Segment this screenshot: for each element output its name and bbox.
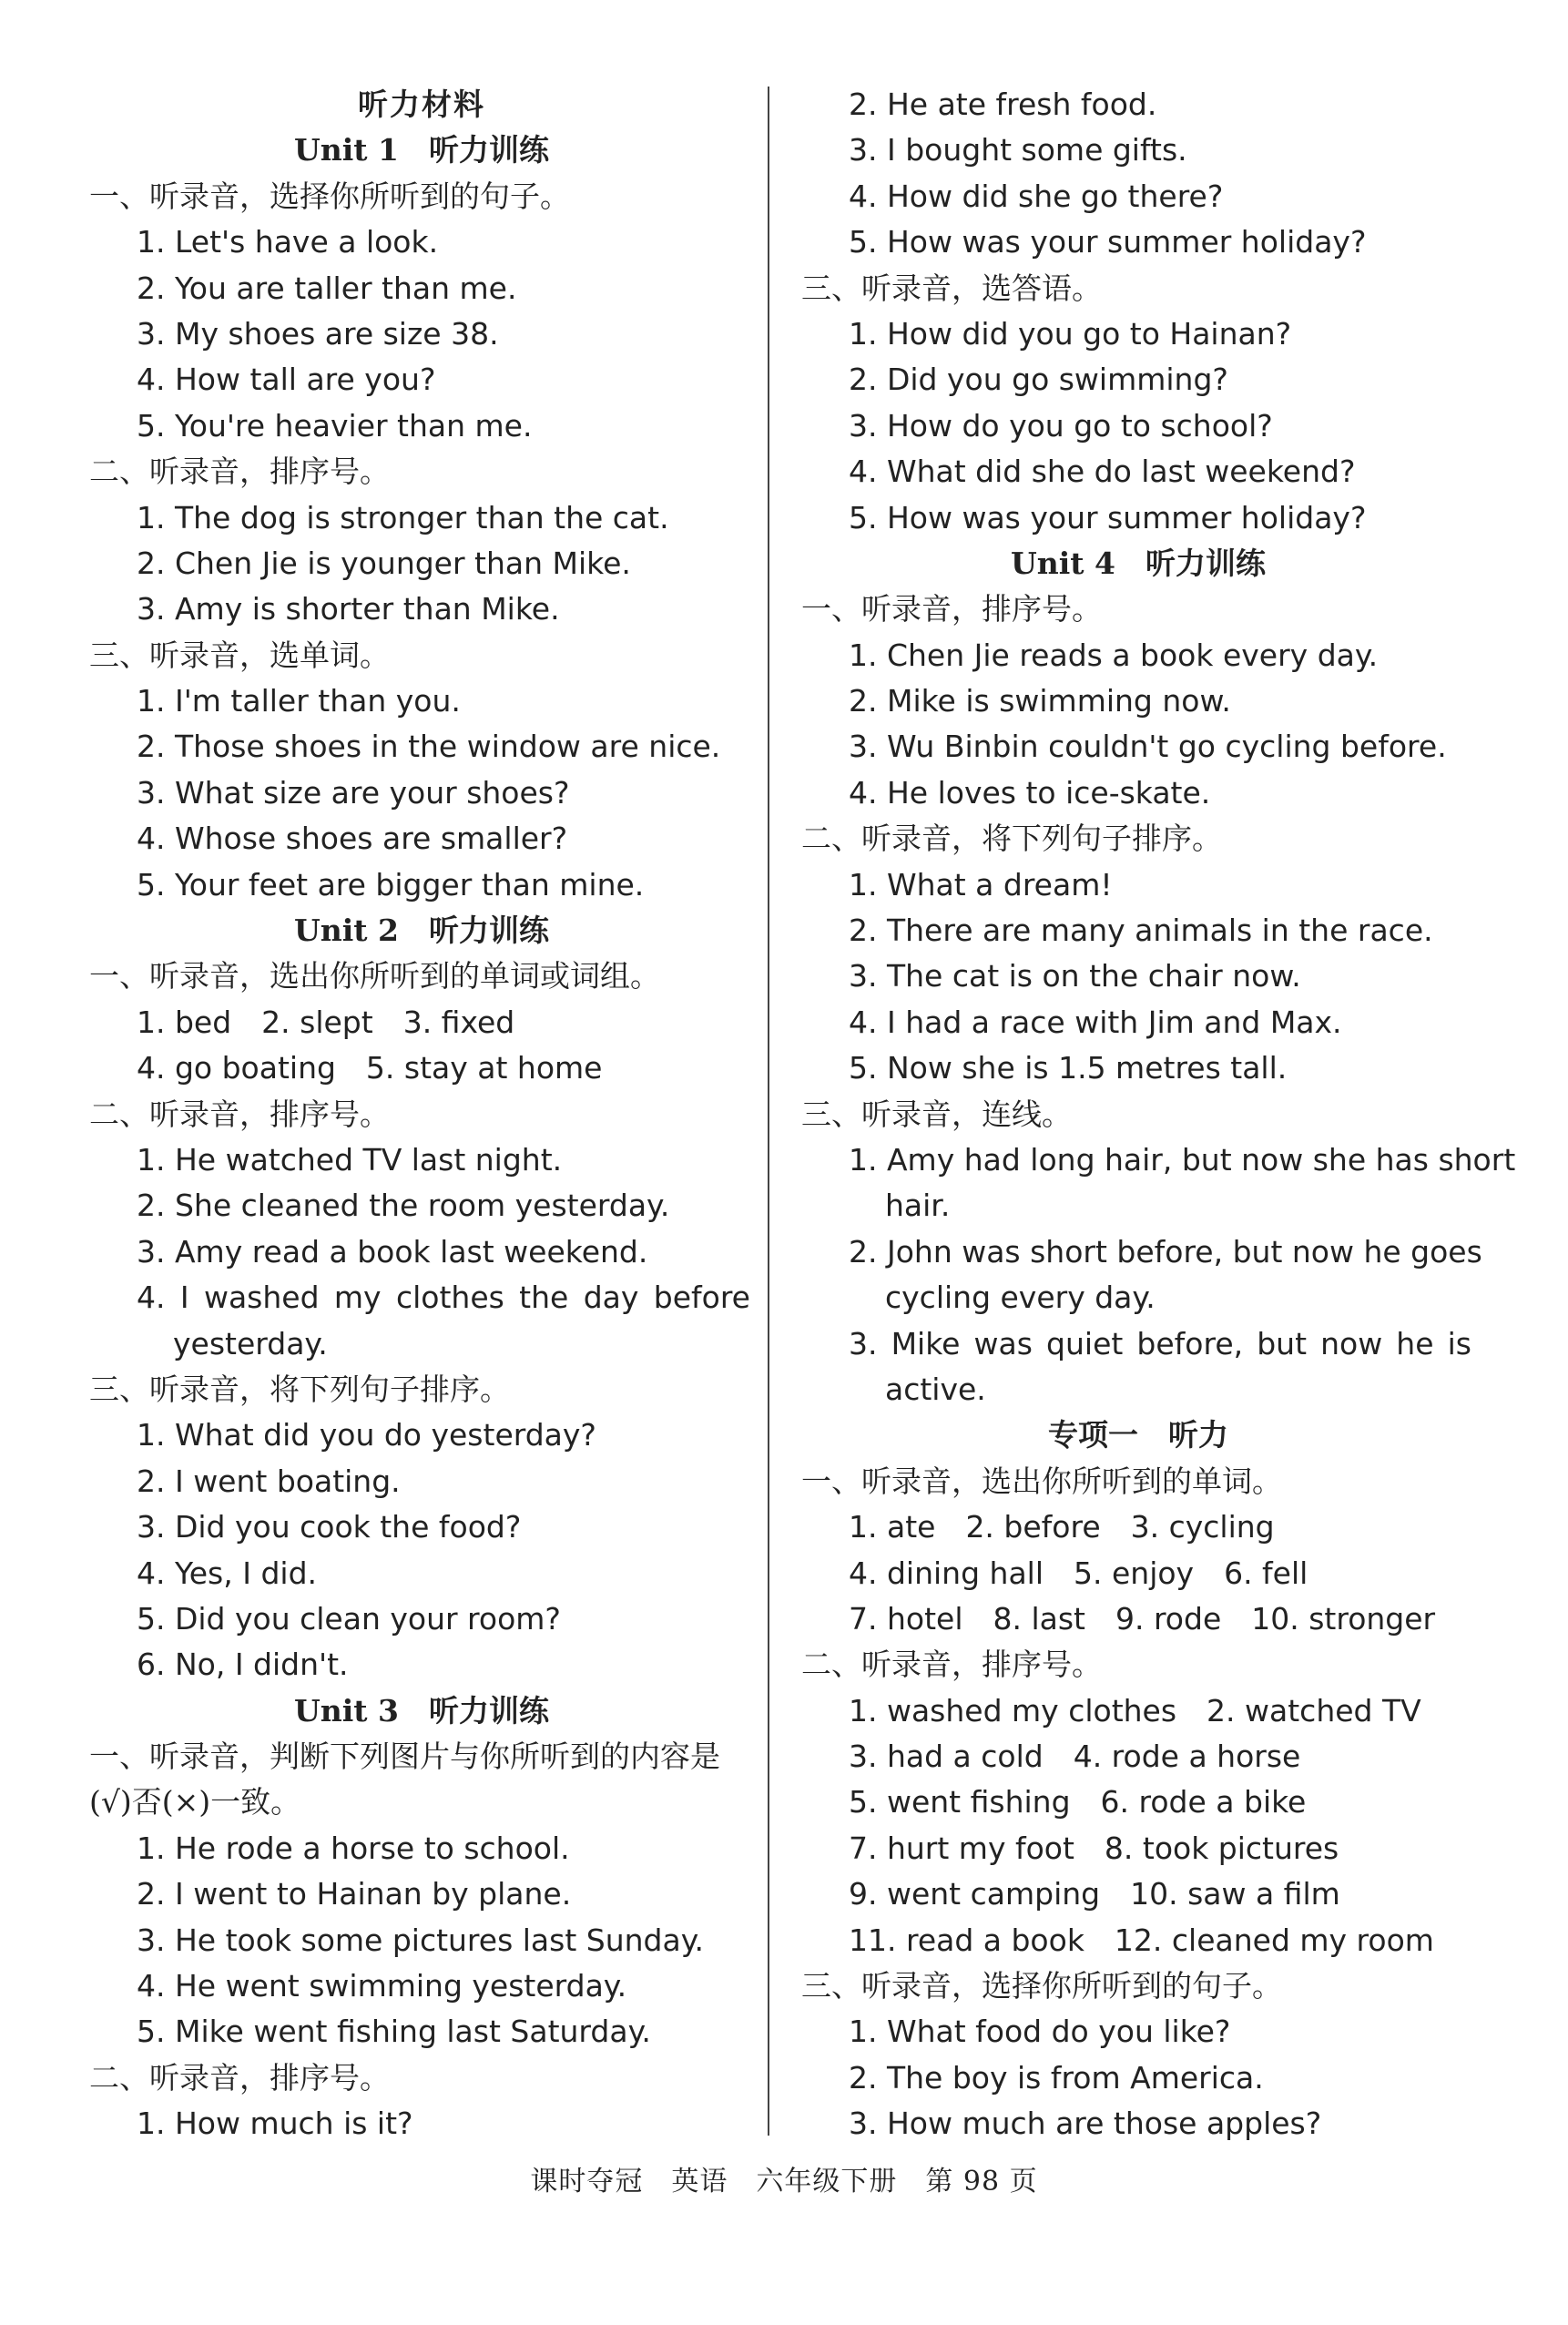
section-instruction: 一、听录音，选出你所听到的单词或词组。: [89, 958, 660, 994]
list-item: 4. I had a race with Jim and Max.: [849, 1004, 1342, 1040]
list-item-continuation: hair.: [885, 1188, 951, 1224]
list-item: 1. How did you go to Hainan?: [849, 315, 1292, 352]
list-item: 4. go boating 5. stay at home: [137, 1050, 603, 1086]
list-item: 7. hurt my foot 8. took pictures: [849, 1830, 1339, 1866]
section-instruction: 三、听录音，将下列句子排序。: [89, 1371, 510, 1407]
section-instruction: 二、听录音，排序号。: [801, 1647, 1102, 1683]
list-item: 2. She cleaned the room yesterday.: [137, 1188, 670, 1224]
list-item: 2. There are many animals in the race.: [849, 913, 1433, 949]
column-divider: [768, 87, 769, 2136]
list-item: 11. read a book 12. cleaned my room: [849, 1922, 1434, 1958]
list-item: 5. Your feet are bigger than mine.: [137, 866, 645, 902]
list-item: 1. washed my clothes 2. watched TV: [849, 1692, 1421, 1728]
list-item: 4. How did she go there?: [849, 178, 1224, 214]
list-item: 1. How much is it?: [137, 2106, 413, 2142]
list-item: 1. The dog is stronger than the cat.: [137, 499, 669, 535]
list-item-continuation: yesterday.: [173, 1325, 328, 1361]
list-item: 5. You're heavier than me.: [137, 407, 533, 444]
right-column: [801, 82, 1516, 2147]
page-title: 听力材料: [358, 87, 485, 122]
list-item: 7. hotel 8. last 9. rode 10. stronger: [849, 1600, 1436, 1637]
section-instruction: 三、听录音，选答语。: [801, 270, 1102, 306]
list-item: 4. How tall are you?: [137, 362, 436, 398]
left-column: [89, 82, 754, 2147]
list-item: 3. Wu Binbin couldn't go cycling before.: [849, 729, 1447, 765]
list-item: 4. He went swimming yesterday.: [137, 1968, 627, 2004]
list-item: 2. You are taller than me.: [137, 270, 517, 306]
unit-heading: Unit 2 听力训练: [293, 913, 549, 949]
section-instruction: 一、听录音，判断下列图片与你所听到的内容是: [89, 1739, 720, 1775]
list-item: 3. What size are your shoes?: [137, 774, 570, 811]
list-item: 4. What did she do last weekend?: [849, 454, 1356, 490]
list-item: 1. I'm taller than you.: [137, 683, 461, 719]
list-item: 2. The boy is from America.: [849, 2059, 1264, 2096]
unit-heading: Unit 3 听力训练: [293, 1692, 549, 1728]
list-item: 4. I washed my clothes the day before: [137, 1280, 750, 1316]
list-item-continuation: active.: [885, 1371, 986, 1407]
list-item: 1. ate 2. before 3. cycling: [849, 1509, 1275, 1545]
list-item: 1. He watched TV last night.: [137, 1141, 563, 1178]
list-item: 1. Let's have a look.: [137, 224, 439, 260]
page-footer: 课时夺冠 英语 六年级下册 第 98 页: [530, 2166, 1038, 2198]
list-item: 1. What a dream!: [849, 866, 1113, 902]
unit-heading: Unit 4 听力训练: [1010, 545, 1266, 581]
list-item: 3. Amy read a book last weekend.: [137, 1233, 648, 1270]
list-item: 4. He loves to ice-skate.: [849, 774, 1211, 811]
section-instruction: 一、听录音，选择你所听到的句子。: [89, 178, 570, 214]
section-instruction: 二、听录音，排序号。: [89, 2059, 390, 2096]
list-item: 5. Mike went fishing last Saturday.: [137, 2014, 651, 2050]
section-instruction: 三、听录音，选择你所听到的句子。: [801, 1968, 1282, 2004]
section-instruction: 一、听录音，选出你所听到的单词。: [801, 1463, 1282, 1499]
list-item: 5. went fishing 6. rode a bike: [849, 1784, 1307, 1820]
list-item: 2. Chen Jie is younger than Mike.: [137, 545, 631, 581]
list-item: 3. Mike was quiet before, but now he is: [849, 1325, 1471, 1361]
list-item: 3. He took some pictures last Sunday.: [137, 1922, 705, 1958]
list-item: 3. Amy is shorter than Mike.: [137, 591, 560, 627]
list-item: 5. How was your summer holiday?: [849, 224, 1367, 260]
list-item: 2. I went boating.: [137, 1463, 401, 1499]
list-item: 5. Now she is 1.5 metres tall.: [849, 1050, 1288, 1086]
list-item: 4. Yes, I did.: [137, 1555, 317, 1591]
list-item: 6. No, I didn't.: [137, 1647, 349, 1683]
list-item: 1. bed 2. slept 3. fixed: [137, 1004, 515, 1040]
list-item: 3. The cat is on the chair now.: [849, 958, 1301, 994]
list-item: 1. What did you do yesterday?: [137, 1417, 596, 1453]
list-item-continuation: cycling every day.: [885, 1280, 1156, 1316]
list-item: 2. Mike is swimming now.: [849, 683, 1231, 719]
list-item: 3. How do you go to school?: [849, 407, 1273, 444]
list-item: 1. He rode a horse to school.: [137, 1830, 570, 1866]
list-item: 2. Did you go swimming?: [849, 362, 1228, 398]
list-item: 5. Did you clean your room?: [137, 1600, 561, 1637]
list-item: 2. I went to Hainan by plane.: [137, 1876, 572, 1912]
unit-heading: 专项一 听力: [1048, 1417, 1228, 1453]
section-instruction: (√)否(×)一致。: [89, 1784, 301, 1820]
list-item: 3. My shoes are size 38.: [137, 315, 499, 352]
list-item: 3. had a cold 4. rode a horse: [849, 1739, 1301, 1775]
unit-heading: Unit 1 听力训练: [293, 132, 549, 168]
list-item: 4. dining hall 5. enjoy 6. fell: [849, 1555, 1308, 1591]
list-item: 2. He ate fresh food.: [849, 87, 1157, 122]
list-item: 1. Chen Jie reads a book every day.: [849, 637, 1379, 673]
section-instruction: 二、听录音，排序号。: [89, 1096, 390, 1132]
list-item: 2. John was short before, but now he goes: [849, 1233, 1482, 1270]
section-instruction: 三、听录音，选单词。: [89, 637, 390, 673]
list-item: 2. Those shoes in the window are nice.: [137, 729, 721, 765]
list-item: 3. Did you cook the food?: [137, 1509, 522, 1545]
list-item: 1. Amy had long hair, but now she has short: [849, 1141, 1516, 1178]
section-instruction: 二、听录音，将下列句子排序。: [801, 821, 1222, 857]
list-item: 3. I bought some gifts.: [849, 132, 1187, 168]
list-item: 5. How was your summer holiday?: [849, 499, 1367, 535]
section-instruction: 二、听录音，排序号。: [89, 454, 390, 490]
section-instruction: 一、听录音，排序号。: [801, 591, 1102, 627]
list-item: 4. Whose shoes are smaller?: [137, 821, 568, 857]
list-item: 3. How much are those apples?: [849, 2106, 1322, 2142]
section-instruction: 三、听录音，连线。: [801, 1096, 1072, 1132]
list-item: 9. went camping 10. saw a film: [849, 1876, 1340, 1912]
list-item: 1. What food do you like?: [849, 2014, 1231, 2050]
